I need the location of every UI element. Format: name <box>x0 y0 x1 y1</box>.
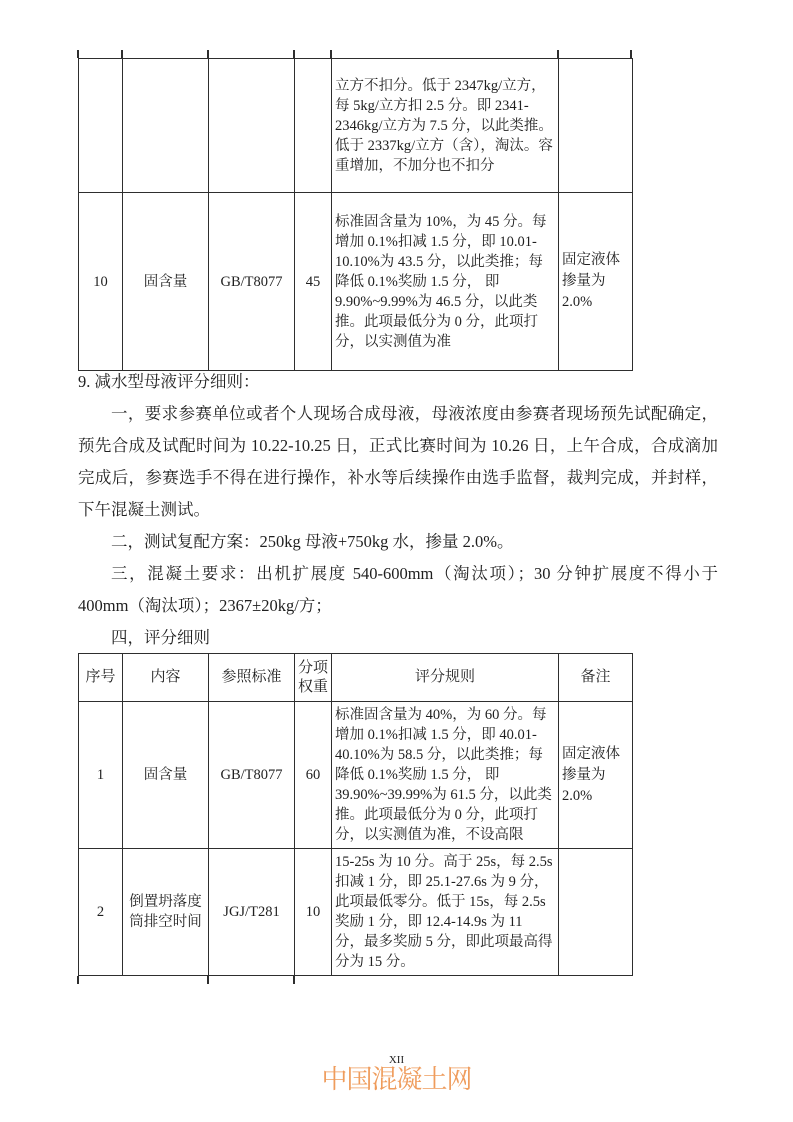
scoring-table <box>78 653 633 976</box>
cell-weight: 10 <box>295 849 332 976</box>
cell-note: 固定液体掺量为 2.0% <box>559 193 633 371</box>
cell-rule: 立方不扣分。低于 2347kg/立方，每 5kg/立方扣 2.5 分。即 2341-2346kg/立方为 7.5 分，以此类推。低于 2337kg/立方（含），淘汰。容重增加，不加分也不扣分 <box>332 59 559 193</box>
cell-content <box>123 59 209 193</box>
cell-weight: 45 <box>295 193 332 371</box>
page-number: XII <box>388 1054 405 1066</box>
table-row <box>79 193 633 371</box>
table-header-row <box>79 654 633 702</box>
cell-seq: 1 <box>79 702 123 849</box>
cell-rule: 标准固含量为 40%，为 60 分。每增加 0.1%扣减 1.5 分，即 40.01-40.10%为 58.5 分，以此类推；每降低 0.1%奖励 1.5 分， 即 39.90%~39.99%为 61.5 分，以此类推。此项最低分为 0 分，此项打分，以实测值为准，不设高限 <box>332 702 559 849</box>
section-9 <box>78 366 718 654</box>
table-continuation-stub <box>207 976 209 984</box>
header-weight: 分项权重 <box>295 654 332 702</box>
cell-standard: GB/T8077 <box>209 193 295 371</box>
table-row <box>79 702 633 849</box>
paragraph-3: 三，混凝土要求：出机扩展度 540-600mm（淘汰项）；30 分钟扩展度不得小于 400mm（淘汰项）；2367±20kg/方； <box>78 564 718 615</box>
table-continuation-stub <box>330 50 332 58</box>
table-continuation-stub <box>630 50 632 58</box>
cell-content: 固含量 <box>123 702 209 849</box>
cell-seq: 2 <box>79 849 123 976</box>
header-note: 备注 <box>559 654 633 702</box>
table-continuation-stub <box>293 50 295 58</box>
table-row <box>79 59 633 193</box>
header-seq: 序号 <box>79 654 123 702</box>
cell-rule: 15-25s 为 10 分。高于 25s，每 2.5s 扣减 1 分，即 25.1-27.6s 为 9 分，此项最低零分。低于 15s，每 2.5s 奖励 1 分，即 12.4-14.9s 为 11 分，最多奖励 5 分，即此项最高得分为 15 分。 <box>332 849 559 976</box>
cell-rule: 标准固含量为 10%，为 45 分。每增加 0.1%扣减 1.5 分，即 10.01-10.10%为 43.5 分，以此类推；每降低 0.1%奖励 1.5 分， 即 9.90%~9.99%为 46.5 分，以此类推。此项最低分为 0 分，此项打分，以实测值为准 <box>332 193 559 371</box>
cell-seq <box>79 59 123 193</box>
table-continuation-stub <box>121 50 123 58</box>
cell-standard <box>209 59 295 193</box>
cell-note: 固定液体掺量为 2.0% <box>559 702 633 849</box>
cell-standard: JGJ/T281 <box>209 849 295 976</box>
table-continuation-stub <box>207 50 209 58</box>
scoring-table-continued <box>78 58 633 371</box>
cell-standard: GB/T8077 <box>209 702 295 849</box>
table-continuation-stub <box>77 976 79 984</box>
paragraph-2: 二，测试复配方案：250kg 母液+750kg 水，掺量 2.0%。 <box>111 532 514 551</box>
header-content: 内容 <box>123 654 209 702</box>
cell-seq: 10 <box>79 193 123 371</box>
section-heading: 9. 减水型母液评分细则： <box>78 372 260 391</box>
header-standard: 参照标准 <box>209 654 295 702</box>
cell-content: 固含量 <box>123 193 209 371</box>
table-continuation-stub <box>77 50 79 58</box>
header-rule: 评分规则 <box>332 654 559 702</box>
paragraph-1: 一，要求参赛单位或者个人现场合成母液，母液浓度由参赛者现场预先试配确定，预先合成及试配时间为 10.22-10.25 日，正式比赛时间为 10.26 日，上午合成，合成滴加完成后，参赛选手不得在进行操作，补水等后续操作由选手监督，裁判完成，并封样，下午混凝土测试。 <box>78 404 718 519</box>
table-continuation-stub <box>557 50 559 58</box>
cell-weight: 60 <box>295 702 332 849</box>
cell-content: 倒置坍落度筒排空时间 <box>123 849 209 976</box>
paragraph-4: 四，评分细则 <box>111 628 210 647</box>
table-row <box>79 849 633 976</box>
table-continuation-stub <box>293 976 295 984</box>
watermark: 中国混凝土网 <box>321 1064 472 1094</box>
cell-weight <box>295 59 332 193</box>
cell-note <box>559 59 633 193</box>
cell-note <box>559 849 633 976</box>
